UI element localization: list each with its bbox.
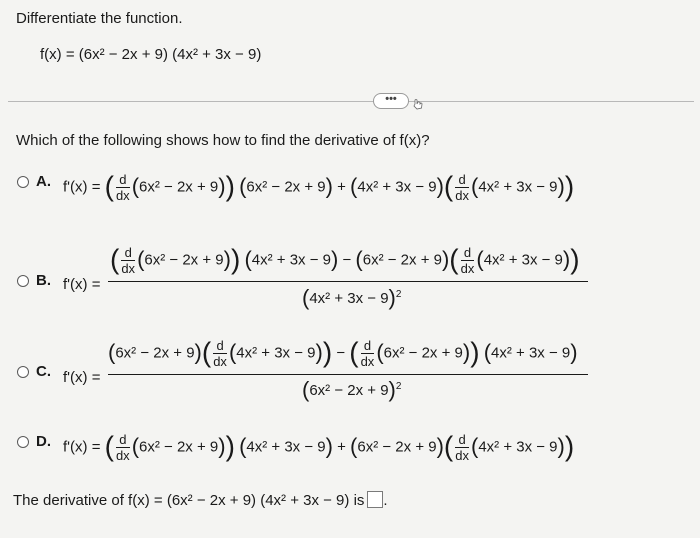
- d-dx: $\frac{d}{dx}$: [115, 172, 130, 203]
- d-dx: $\frac{d}{dx}$: [460, 245, 475, 276]
- d-dx: $\frac{d}{dx}$: [360, 338, 375, 369]
- option-b-letter: B.: [36, 272, 51, 289]
- option-a-letter: A.: [36, 173, 51, 190]
- option-d-radio[interactable]: [17, 436, 29, 448]
- lhs: f'(x) =: [63, 438, 101, 456]
- option-c-lhs: f'(x) =: [63, 369, 101, 386]
- hand-cursor-icon: [412, 98, 424, 110]
- answer-input-box[interactable]: [367, 491, 383, 508]
- option-b-fraction-bar: [108, 281, 588, 282]
- option-a-formula[interactable]: f'(x) = ( $\frac{d}{dx}$ (6x² − 2x + 9)) (6x² − 2x + 9) + (4x² + 3x − 9)( $\frac{d}{dx}$ (4x² + 3x − 9)): [63, 170, 575, 203]
- lhs: f'(x) =: [63, 178, 101, 196]
- option-a-radio[interactable]: [17, 176, 29, 188]
- option-d-letter: D.: [36, 433, 51, 450]
- expand-ellipsis-button[interactable]: •••: [373, 93, 409, 109]
- answer-period: .: [383, 492, 388, 509]
- function-definition: f(x) = (6x² − 2x + 9) (4x² + 3x − 9): [40, 46, 262, 63]
- option-b-radio[interactable]: [17, 275, 29, 287]
- option-c-radio[interactable]: [17, 366, 29, 378]
- instruction-text: Differentiate the function.: [16, 10, 183, 27]
- answer-product: (6x² − 2x + 9) (4x² + 3x − 9): [166, 492, 350, 509]
- d-dx: $\frac{d}{dx}$: [455, 432, 469, 463]
- option-d-formula[interactable]: f'(x) = ( $\frac{d}{dx}$ (6x² − 2x + 9)) (4x² + 3x − 9) + (6x² − 2x + 9)( $\frac{d}{dx}$ (4x² + 3x − 9)): [63, 430, 575, 463]
- option-c-fraction-bar: [108, 374, 588, 375]
- option-c-numerator: (6x² − 2x + 9)( $\frac{d}{dx}$ (4x² + 3x − 9)) − ( $\frac{d}{dx}$ (6x² − 2x + 9)) (4x² + 3x − 9): [108, 336, 578, 369]
- d-dx: $\frac{d}{dx}$: [121, 245, 136, 276]
- option-b-denominator: $(4x^2 + 3x - 9)^2$: [302, 285, 402, 310]
- option-b-numerator: ( $\frac{d}{dx}$ (6x² − 2x + 9)) (4x² + 3x − 9) − (6x² − 2x + 9)( $\frac{d}{dx}$ (4x² + 3x − 9)): [110, 243, 580, 276]
- answer-prefix: The derivative of f(x) =: [13, 492, 163, 509]
- section-divider: [8, 101, 694, 102]
- answer-line: [13, 491, 388, 509]
- option-c-letter: C.: [36, 363, 51, 380]
- option-c-denominator: $(6x^2 - 2x + 9)^2$: [302, 377, 402, 402]
- answer-is: is: [353, 492, 365, 509]
- d-dx: $\frac{d}{dx}$: [115, 432, 130, 463]
- d-dx: $\frac{d}{dx}$: [213, 338, 227, 369]
- question-text: Which of the following shows how to find the derivative of f(x)?: [16, 132, 430, 149]
- d-dx: $\frac{d}{dx}$: [455, 172, 469, 203]
- option-b-lhs: f'(x) =: [63, 276, 101, 293]
